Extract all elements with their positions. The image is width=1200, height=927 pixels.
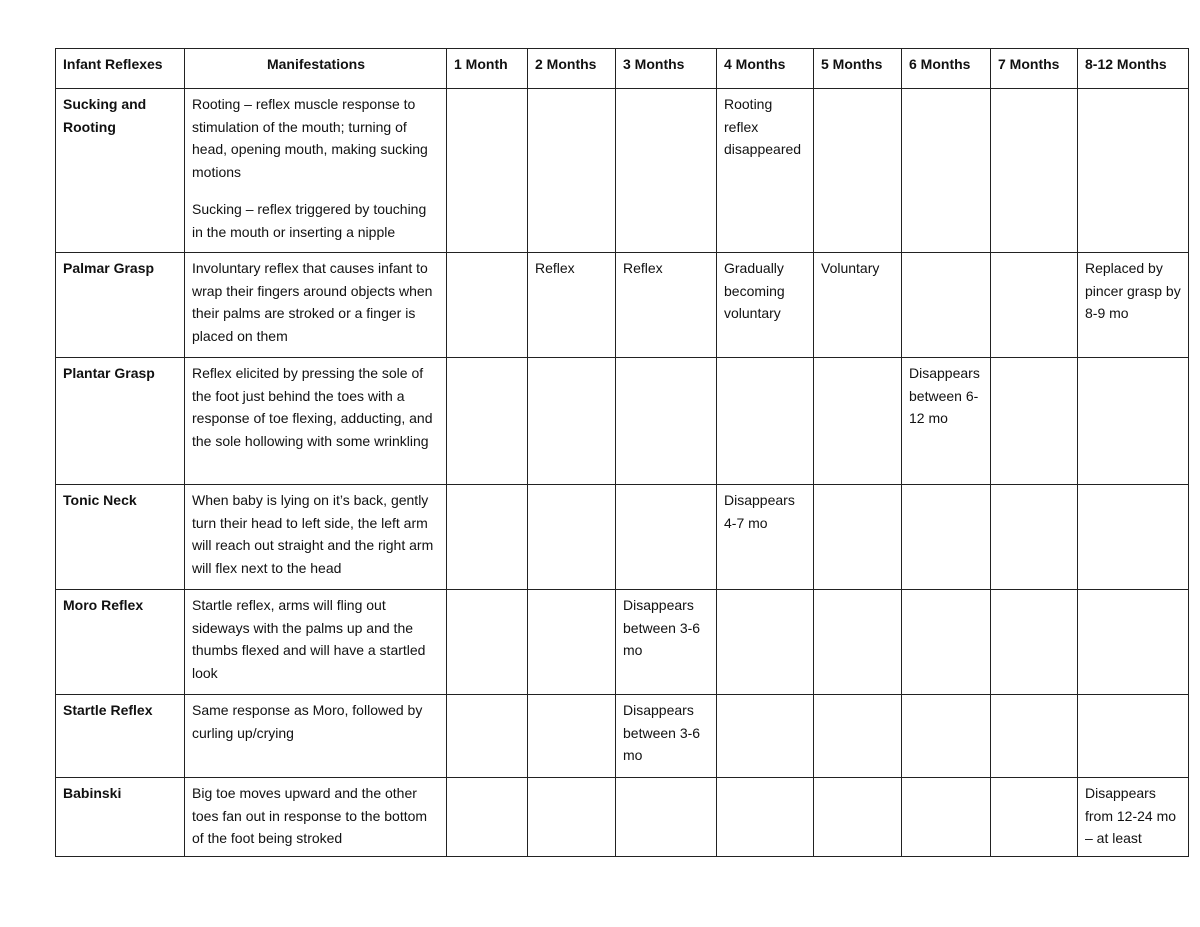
manifestations-cell — [185, 590, 447, 695]
month-cell-5 — [814, 695, 902, 778]
reflex-name-cell: Moro Reflex — [56, 590, 185, 695]
header-1-month: 1 Month — [447, 49, 528, 89]
header-6-months: 6 Months — [902, 49, 991, 89]
manifestation-text: Involuntary reflex that causes infant to wrap their fingers around objects when their palms are stroked or a finger is placed on them — [192, 260, 433, 344]
month-cell-8-12: Disappears from 12-24 mo – at least — [1078, 778, 1189, 857]
manifestation-text: Same response as Moro, followed by curling up/crying — [192, 702, 423, 741]
month-cell-4: Rooting reflex disappeared — [717, 89, 814, 253]
month-cell-1 — [447, 590, 528, 695]
header-manifestations: Manifestations — [185, 49, 447, 89]
month-cell-1 — [447, 778, 528, 857]
header-2-months: 2 Months — [528, 49, 616, 89]
month-cell-3 — [616, 778, 717, 857]
month-cell-3: Disappears between 3-6 mo — [616, 590, 717, 695]
manifestation-text: Big toe moves upward and the other toes fan out in response to the bottom of the foot being stroked — [192, 785, 428, 846]
header-7-months: 7 Months — [991, 49, 1078, 89]
table-row-moro-reflex — [56, 590, 1189, 695]
month-cell-3 — [616, 485, 717, 590]
month-cell-3: Reflex — [616, 253, 717, 358]
month-cell-5 — [814, 89, 902, 253]
month-cell-5 — [814, 778, 902, 857]
month-cell-2 — [528, 89, 616, 253]
header-3-months: 3 Months — [616, 49, 717, 89]
month-cell-1 — [447, 485, 528, 590]
month-cell-6 — [902, 485, 991, 590]
table-row-plantar-grasp — [56, 358, 1189, 485]
reflex-name-cell: Tonic Neck — [56, 485, 185, 590]
month-cell-5 — [814, 358, 902, 485]
month-cell-6 — [902, 89, 991, 253]
month-cell-4: Disappears 4-7 mo — [717, 485, 814, 590]
manifestations-cell — [185, 778, 447, 857]
reflex-name-cell: Palmar Grasp — [56, 253, 185, 358]
table-row-tonic-neck — [56, 485, 1189, 590]
month-cell-3: Disappears between 3-6 mo — [616, 695, 717, 778]
table-row-palmar-grasp — [56, 253, 1189, 358]
month-cell-2 — [528, 778, 616, 857]
reflex-name-cell: Startle Reflex — [56, 695, 185, 778]
month-cell-7 — [991, 253, 1078, 358]
reflex-name-cell: Sucking and Rooting — [56, 89, 185, 253]
manifestations-cell — [185, 358, 447, 485]
month-cell-1 — [447, 695, 528, 778]
reflex-name-cell: Babinski — [56, 778, 185, 857]
month-cell-7 — [991, 358, 1078, 485]
month-cell-8-12 — [1078, 485, 1189, 590]
month-cell-2 — [528, 485, 616, 590]
table-row-babinski — [56, 778, 1189, 857]
month-cell-1 — [447, 358, 528, 485]
month-cell-1 — [447, 253, 528, 358]
header-8-12-months: 8-12 Months — [1078, 49, 1189, 89]
manifestation-text: Reflex elicited by pressing the sole of the foot just behind the toes with a response of toe flexing, adducting, and the sole hollowing with some wrinkling — [192, 365, 433, 449]
month-cell-5: Voluntary — [814, 253, 902, 358]
month-cell-7 — [991, 89, 1078, 253]
header-infant-reflexes: Infant Reflexes — [56, 49, 185, 89]
month-cell-4 — [717, 590, 814, 695]
table-row-sucking-and-rooting — [56, 89, 1189, 253]
manifestation-text: Sucking – reflex triggered by touching in the mouth or inserting a nipple — [192, 201, 427, 240]
header-5-months: 5 Months — [814, 49, 902, 89]
table-row-startle-reflex — [56, 695, 1189, 778]
month-cell-7 — [991, 485, 1078, 590]
manifestation-text: Startle reflex, arms will fling out sideways with the palms up and the thumbs flexed and will have a startled look — [192, 597, 426, 681]
month-cell-4 — [717, 695, 814, 778]
reflex-name-cell: Plantar Grasp — [56, 358, 185, 485]
month-cell-5 — [814, 485, 902, 590]
month-cell-4: Gradually becoming voluntary — [717, 253, 814, 358]
month-cell-6 — [902, 778, 991, 857]
month-cell-8-12: Replaced by pincer grasp by 8-9 mo — [1078, 253, 1189, 358]
month-cell-2 — [528, 695, 616, 778]
manifestation-text: When baby is lying on it’s back, gently turn their head to left side, the left arm will reach out straight and the right arm will flex next to the head — [192, 492, 434, 576]
month-cell-6 — [902, 695, 991, 778]
manifestations-cell — [185, 695, 447, 778]
manifestations-cell — [185, 253, 447, 358]
month-cell-8-12 — [1078, 358, 1189, 485]
month-cell-8-12 — [1078, 89, 1189, 253]
table-header-row — [56, 49, 1189, 89]
manifestations-cell — [185, 485, 447, 590]
month-cell-2 — [528, 590, 616, 695]
month-cell-6 — [902, 253, 991, 358]
month-cell-4 — [717, 358, 814, 485]
month-cell-8-12 — [1078, 695, 1189, 778]
month-cell-5 — [814, 590, 902, 695]
month-cell-6 — [902, 590, 991, 695]
month-cell-2: Reflex — [528, 253, 616, 358]
month-cell-8-12 — [1078, 590, 1189, 695]
month-cell-6: Disappears between 6-12 mo — [902, 358, 991, 485]
infant-reflexes-table — [55, 48, 1189, 857]
month-cell-7 — [991, 590, 1078, 695]
manifestations-cell — [185, 89, 447, 253]
month-cell-2 — [528, 358, 616, 485]
month-cell-1 — [447, 89, 528, 253]
month-cell-7 — [991, 695, 1078, 778]
manifestation-text: Rooting – reflex muscle response to stimulation of the mouth; turning of head, opening mouth, making sucking motions — [192, 96, 428, 180]
month-cell-7 — [991, 778, 1078, 857]
month-cell-3 — [616, 89, 717, 253]
month-cell-3 — [616, 358, 717, 485]
header-4-months: 4 Months — [717, 49, 814, 89]
month-cell-4 — [717, 778, 814, 857]
